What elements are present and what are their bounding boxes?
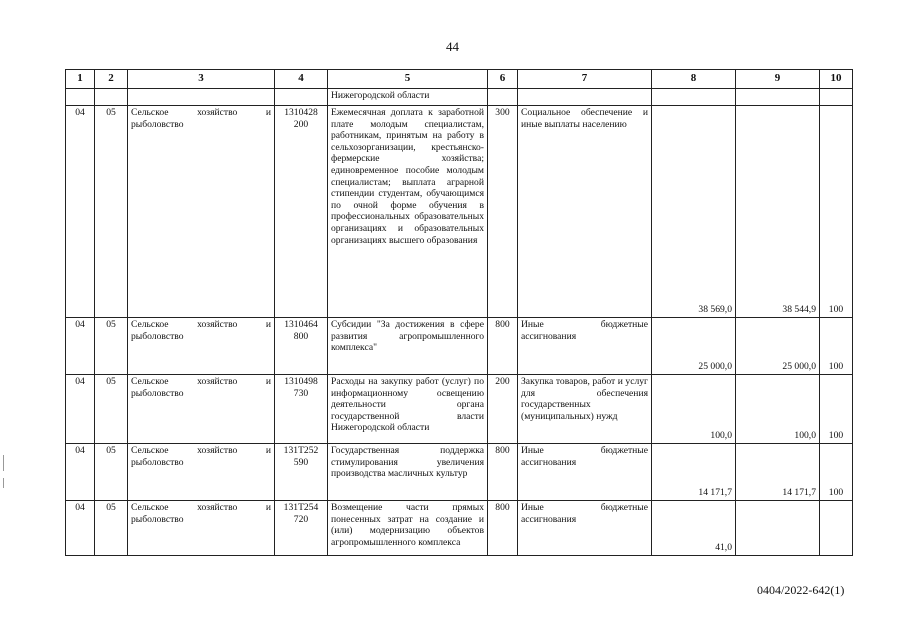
- execution-percent-cell: 100: [820, 444, 853, 501]
- section-name-cell: Сельское хозяйство и рыболовство: [128, 444, 275, 501]
- table-cell: [128, 89, 275, 106]
- code-cell: 05: [95, 375, 128, 444]
- code-cell: 04: [66, 318, 95, 375]
- margin-mark: [3, 455, 4, 471]
- expense-type-cell: 800: [488, 318, 518, 375]
- target-article-cell: 1310498 730: [275, 375, 328, 444]
- table-row: [66, 444, 853, 501]
- target-article-cell: 1310464 800: [275, 318, 328, 375]
- expense-type-cell: 300: [488, 106, 518, 318]
- document-code: 0404/2022-642(1): [757, 583, 845, 597]
- header-cell: 1: [66, 70, 95, 89]
- execution-percent-cell: 100: [820, 375, 853, 444]
- table-cell: [275, 89, 328, 106]
- description-cell: Субсидии "За достижения в сфере развития агропромышленного комплекса": [328, 318, 488, 375]
- header-cell: 3: [128, 70, 275, 89]
- expense-name-cell: Закупка товаров, работ и услуг для обеспечения государственных (муниципальных) нужд: [518, 375, 652, 444]
- code-cell: 04: [66, 444, 95, 501]
- actual-amount-cell: 100,0: [736, 375, 820, 444]
- execution-percent-cell: 100: [820, 106, 853, 318]
- code-cell: 04: [66, 501, 95, 556]
- table-row: [66, 318, 853, 375]
- code-cell: 05: [95, 318, 128, 375]
- actual-amount-cell: 14 171,7: [736, 444, 820, 501]
- code-cell: 04: [66, 106, 95, 318]
- planned-amount-cell: 38 569,0: [652, 106, 736, 318]
- section-name-cell: Сельское хозяйство и рыболовство: [128, 375, 275, 444]
- continuation-text: Нижегородской области: [328, 89, 488, 106]
- actual-amount-cell: [736, 501, 820, 556]
- description-cell: Возмещение части прямых понесенных затрат на создание и (или) модернизацию объектов агропромышленного комплекса: [328, 501, 488, 556]
- expense-type-cell: 800: [488, 501, 518, 556]
- table-row: [66, 375, 853, 444]
- section-name-cell: Сельское хозяйство и рыболовство: [128, 106, 275, 318]
- header-cell: 2: [95, 70, 128, 89]
- table-row: [66, 106, 853, 318]
- target-article-cell: 1310428 200: [275, 106, 328, 318]
- header-cell: 5: [328, 70, 488, 89]
- continuation-row: [66, 89, 853, 106]
- budget-table: [65, 69, 853, 556]
- code-cell: 05: [95, 501, 128, 556]
- target-article-cell: 131Т254 720: [275, 501, 328, 556]
- execution-percent-cell: [820, 501, 853, 556]
- expense-type-cell: 200: [488, 375, 518, 444]
- actual-amount-cell: 25 000,0: [736, 318, 820, 375]
- table-cell: [652, 89, 736, 106]
- planned-amount-cell: 100,0: [652, 375, 736, 444]
- expense-name-cell: Иные бюджетные ассигнования: [518, 444, 652, 501]
- expense-name-cell: Иные бюджетные ассигнования: [518, 318, 652, 375]
- execution-percent-cell: 100: [820, 318, 853, 375]
- description-cell: Ежемесячная доплата к заработной плате молодым специалистам, работникам, принятым на работу в сельхозорганизации, крестьянско-фермерские хозяйства; единовременное пособие молодым специалистам; выплата аграрной стипендии студентам, обучающимся по очной форме обучения в профессиональных образовательных организациях и образовательных организациях высшего образования: [328, 106, 488, 318]
- header-row: [66, 70, 853, 89]
- code-cell: 05: [95, 444, 128, 501]
- table-cell: [736, 89, 820, 106]
- expense-name-cell: Иные бюджетные ассигнования: [518, 501, 652, 556]
- section-name-cell: Сельское хозяйство и рыболовство: [128, 501, 275, 556]
- section-name-cell: Сельское хозяйство и рыболовство: [128, 318, 275, 375]
- target-article-cell: 131Т252 590: [275, 444, 328, 501]
- code-cell: 05: [95, 106, 128, 318]
- table-cell: [518, 89, 652, 106]
- header-cell: 8: [652, 70, 736, 89]
- header-cell: 9: [736, 70, 820, 89]
- header-cell: 4: [275, 70, 328, 89]
- planned-amount-cell: 25 000,0: [652, 318, 736, 375]
- header-cell: 10: [820, 70, 853, 89]
- table-cell: [488, 89, 518, 106]
- planned-amount-cell: 14 171,7: [652, 444, 736, 501]
- expense-type-cell: 800: [488, 444, 518, 501]
- table-row: [66, 501, 853, 556]
- margin-mark: [3, 478, 4, 488]
- actual-amount-cell: 38 544,9: [736, 106, 820, 318]
- description-cell: Государственная поддержка стимулирования увеличения производства масличных культур: [328, 444, 488, 501]
- table-cell: [820, 89, 853, 106]
- header-cell: 6: [488, 70, 518, 89]
- description-cell: Расходы на закупку работ (услуг) по информационному освещению деятельности органа государственной власти Нижегородской области: [328, 375, 488, 444]
- planned-amount-cell: 41,0: [652, 501, 736, 556]
- table-cell: [66, 89, 95, 106]
- header-cell: 7: [518, 70, 652, 89]
- page-number: 44: [446, 39, 459, 54]
- expense-name-cell: Социальное обеспечение и иные выплаты населению: [518, 106, 652, 318]
- code-cell: 04: [66, 375, 95, 444]
- table-cell: [95, 89, 128, 106]
